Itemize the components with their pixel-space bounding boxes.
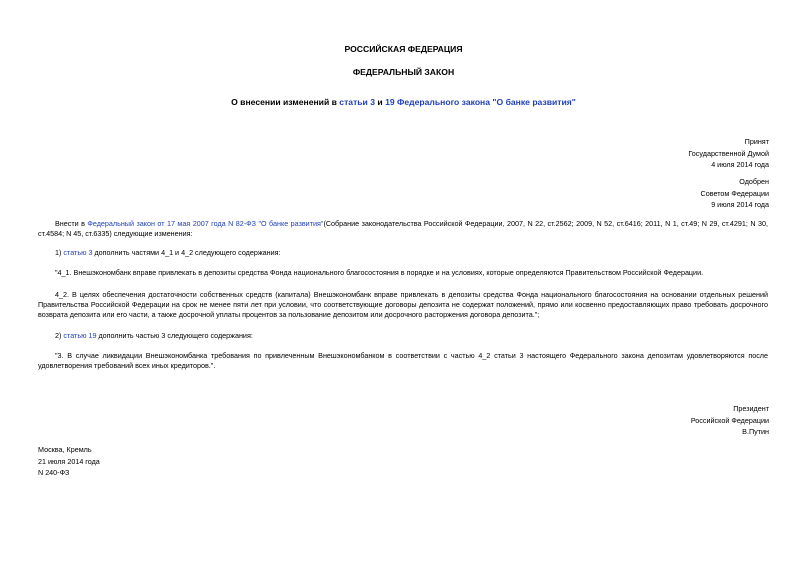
- adopted-block: [529, 137, 769, 172]
- federal-law-link[interactable]: Федеральный закон от 17 мая 2007 года N 82-ФЗ: [87, 219, 256, 228]
- adopted-date: 4 июля 2014 года: [711, 160, 769, 169]
- law-title-prefix: О внесении изменений в: [231, 97, 340, 107]
- item-1-rest: дополнить частями 4_1 и 4_2 следующего содержания:: [92, 248, 281, 257]
- country-heading: РОССИЙСКАЯ ФЕДЕРАЦИЯ: [344, 44, 463, 54]
- approved-date: 9 июля 2014 года: [711, 200, 769, 209]
- part-4-2-paragraph: 4_2. В целях обеспечения достаточности собственных средств (капитала) Внешэкономбанк вправе привлекать в депозиты средства Фонда национального благосостояния на основании отдельных решений Правительства Российской Федерации на срок не менее пяти лет при условии, что соответствующие договоры депозита не содержат положений, прямо или косвенно предоставляющих право требовать досрочного возврата депозита или его части, а также досрочной уплаты процентов за пользование депозитом или досрочного расторжения договора депозита.";: [38, 290, 768, 319]
- part-4-1-paragraph: "4_1. Внешэкономбанк вправе привлекать в депозиты средства Фонда национального благосостояния в порядке и на условиях, которые определяются Правительством Российской Федерации.: [55, 268, 704, 277]
- signature-block: [529, 404, 769, 439]
- article-3-link[interactable]: статьи 3: [339, 97, 376, 107]
- law-number: N 240-ФЗ: [38, 468, 70, 477]
- item-2-paragraph: [38, 331, 768, 341]
- item-2-prefix: 2): [55, 331, 64, 340]
- item-2-article-link[interactable]: статью 19: [63, 331, 97, 340]
- intro-paragraph: [38, 219, 768, 239]
- part-3-paragraph: "3. В случае ликвидации Внешэкономбанка требования по привлеченным Внешэкономбанком в соответствии с частью 4_2 статьи 3 настоящего Федерального закона депозитам удовлетворяются после удовлетворения требований всех иных кредиторов.".: [38, 351, 768, 370]
- item-1-article-link[interactable]: статью 3: [63, 248, 93, 257]
- signature-title: Президент: [733, 404, 769, 413]
- adopted-label: Принят: [744, 137, 769, 146]
- signature-name: В.Путин: [742, 427, 769, 436]
- place: Москва, Кремль: [38, 445, 92, 454]
- intro-rest: (Собрание законодательства Российской Федерации, 2007, N 22, ст.2562; 2009, N 52, ст.6416; 2011, N 1, ст.49; N 29, ст.4291; N 30, ст.4584; N 45, ст.6335) следующие изменения:: [38, 219, 768, 238]
- law-type-heading: ФЕДЕРАЛЬНЫЙ ЗАКОН: [352, 67, 455, 77]
- signing-date: 21 июля 2014 года: [38, 456, 100, 466]
- item-1-paragraph: [38, 248, 768, 258]
- approved-label: Одобрен: [739, 177, 769, 186]
- signature-country: Российской Федерации: [690, 415, 769, 425]
- approved-block: [529, 177, 769, 212]
- intro-prefix: Внести в: [55, 219, 88, 228]
- approved-body: Советом Федерации: [700, 188, 769, 198]
- item-2-rest: дополнить частью 3 следующего содержания:: [96, 331, 253, 340]
- place-date-block: [38, 445, 278, 480]
- bank-law-link[interactable]: "О банке развития": [258, 219, 324, 228]
- article-19-link[interactable]: 19 Федерального закона "О банке развития": [385, 97, 576, 107]
- law-title-and: и: [375, 97, 386, 107]
- law-title: [0, 97, 807, 107]
- adopted-body: Государственной Думой: [688, 148, 769, 158]
- item-1-prefix: 1): [55, 248, 64, 257]
